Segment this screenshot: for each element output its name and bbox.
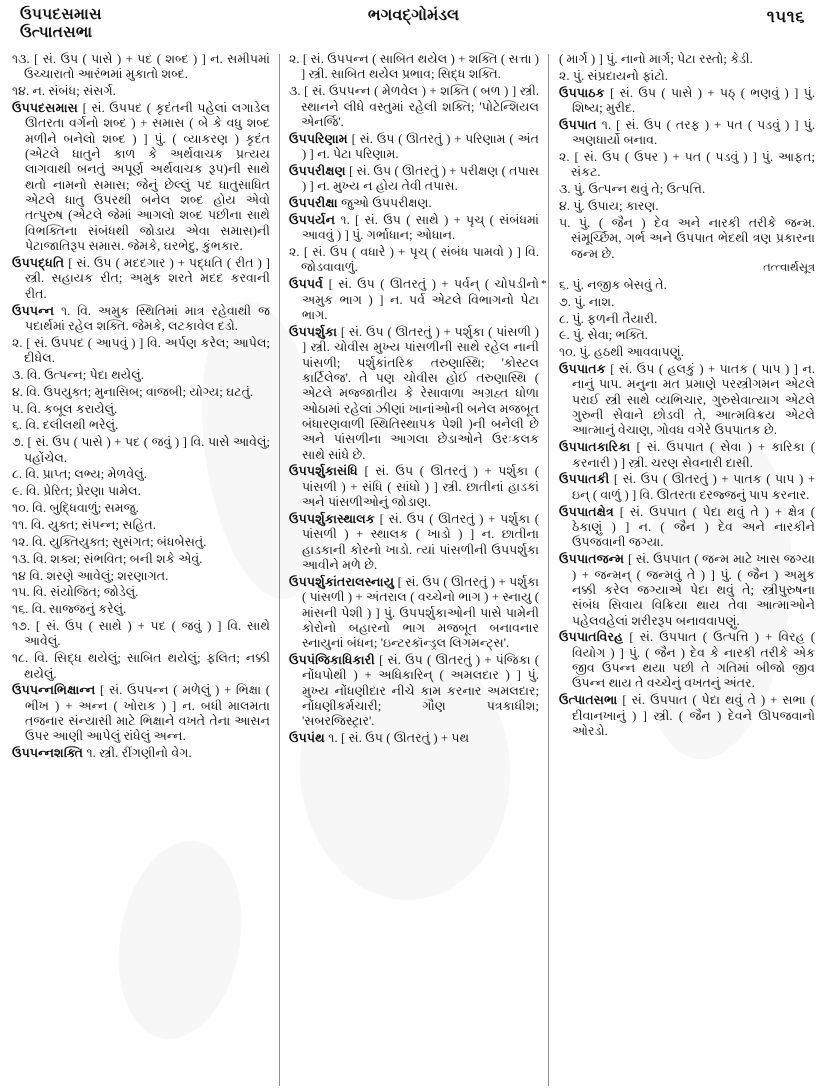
running-head (12, 6, 815, 52)
entry-headword: ઉપપાતકારિકા (559, 440, 631, 455)
entry-headword: ઉપપન્નશક્તિ (12, 746, 84, 761)
sense-text: ૫. પું. ( જૈન ) દેવ અને નારકી તરીકે જન્મ. સંમૂર્ચ્છિમ, ગર્ભ અને ઉપપાત ભેદથી ત્રણ પ્રકારના જન્મ છે. (559, 215, 815, 261)
entry-sense (12, 52, 270, 83)
entry-definition: ૧. વિ. અમુક સ્થિતિમાં માત્ર રહેવાથી જ પદાર્થમાં રહેલ શક્તિ. જેમકે, લટકાવેલ દડો. (25, 303, 270, 333)
entry-sense (559, 199, 815, 214)
dictionary-entry (559, 552, 815, 629)
dictionary-entry (559, 440, 815, 471)
sense-text: ૧૭. [ સં. ઉપ ( સાથે ) + પદ ( જવું ) ] વિ. સાથે આવેલું. (12, 619, 270, 649)
sense-text: ૯. પું. સેવા; ભક્તિ. (559, 328, 648, 343)
entry-headword: ઉપપર્શુકા (288, 324, 338, 339)
entry-definition: [ સં. ઉપપાત ( સેવા ) + કારિકા ( કરનારી ) ] સ્ત્રી. ચરણ સેવનારી દાસી. (572, 440, 815, 470)
entry-sense (12, 467, 270, 482)
dictionary-entry (559, 505, 815, 551)
guide-word-first: ઉપપદસમાસ (20, 6, 102, 23)
entry-definition: [ સં. ઉપ ( ઊતરતું ) + પાતક ( પાપ ) + ઇન્ ( વાળું ) ] વિ. ઊતરતા દરજ્જનું પાપ કરનાર. (572, 472, 815, 502)
dictionary-entry (559, 86, 815, 117)
entry-sense (12, 585, 270, 600)
entry-sense-with-citation (559, 216, 815, 276)
entry-sense (12, 368, 270, 383)
entry-sense (12, 501, 270, 516)
entry-headword: ઉપપાતક (559, 362, 606, 377)
entry-definition: [ સં. ઉપ ( પાસે ) + પઠ્ ( ભણવું ) ] પું. શિષ્ય; મુરીદ. (572, 85, 815, 116)
dictionary-entry (289, 731, 539, 746)
entry-sense (12, 569, 270, 584)
entry-sense (559, 312, 815, 327)
entry-sense (559, 69, 815, 84)
sense-text: ૧૧. વિ. યુક્ત; સંપન્ન; સહિત. (12, 517, 156, 532)
entry-definition: [ સં. ઉપ ( ઊતરતું ) + પર્શુકા ( પાંસળી ) + સંધિ ( સાંધો ) ] સ્ત્રી. છાતીનાં હાડકાં અને પાંસળીઓનું જોડાણ. (301, 464, 539, 510)
entry-headword: ઉપપરીક્ષા (288, 196, 338, 211)
dictionary-entry (289, 325, 539, 463)
entry-definition: [ સં. ઉપ ( ઊતરતું ) + પર્શુકા ( પાંસળી ) + સ્થાલક ( ખાડો ) ] ન. છાતીના હાડકાની કોરનો ખાડો. ત્યાં પાંસળીની ઉપપર્શુકા આવીને મળે છે. (301, 511, 539, 572)
entry-sense (559, 52, 815, 67)
sense-text: ૨. [ સં. ઉપ ( ઉપર ) + પત ( પડવું ) ] પું. આફત; સંકટ. (559, 150, 815, 180)
column-container (12, 52, 815, 1088)
entry-definition: જુઓ ઉપપરીક્ષણ. (341, 196, 432, 211)
entry-sense (12, 552, 270, 567)
entry-sense (12, 651, 270, 682)
sense-text: ૧૦. પું. હઠથી આવવાપણું. (559, 345, 684, 360)
source-citation: તત્ત્વાર્થસૂત્ર (763, 261, 815, 274)
column-3 (548, 52, 815, 1088)
entry-definition: [ સં. ઉપપાત ( ઉત્પત્તિ ) + વિરહ ( વિયોગ ) ] પું. ( જૈન ) દેવ કે નારકી તરીકે એક જીવ ઉપન્ન થયા પછી તે ગતિમાં બીજો જીવ ઉપન્ન થાય તે વચ્ચેનું વખતનું અંતર. (572, 630, 815, 691)
entry-definition: [ સં. ઉપ ( ઊતરતું ) + પરીક્ષણ ( તપાસ ) ] ન. મુખ્ય ન હોય તેવી તપાસ. (301, 163, 539, 194)
sense-text: ૧૨. વિ. યુક્તિયુક્ત; સુસંગત; બંધબેસતું. (12, 534, 207, 549)
sense-text: ૧૪. ન. સંબંધ; સંસર્ગ. (12, 84, 116, 99)
sense-text: ૧૮. વિ. સિદ્ધ થયેલું; સાબિત થયેલું; ફલિત; નક્કી થયેલું. (12, 651, 270, 681)
entry-sense (289, 84, 539, 130)
dictionary-entry (289, 196, 539, 211)
sense-text: ૧૩. વિ. શક્ય; સંભવિત; બની શકે એવું. (12, 551, 203, 566)
entry-sense (12, 518, 270, 533)
dictionary-entry (12, 304, 270, 335)
entry-headword: ઉપપર્શુકાંતરાલસ્નાયુ (288, 574, 395, 589)
entry-headword: ઉપપાતકી (559, 472, 610, 487)
sense-text: ૪. વિ. ઉપયુક્ત; મુનાસિબ; વાજબી; યોગ્ય; ઘટતું. (12, 384, 254, 399)
entry-definition: [ સં. ઉપ ( ઊતરતું ) + પંજિકા ( નોંધપોથી ) + અધિકારિન્ ( અમલદાર ) ] પું. મુખ્ય નોંધણીદાર નીચે કામ કરનાર અમલદાર; નોંધણીકર્મચારી; ગૌણ પત્રકાધીશ; 'સબરજિસ્ટ્રાર'. (301, 653, 539, 729)
entry-sense (12, 418, 270, 433)
book-title: ભગવદ્ગોમંડલ (367, 7, 460, 24)
dictionary-entry (559, 693, 815, 739)
entry-definition: ૧. સ્ત્રી. રીંગણીનો વેગ. (86, 746, 192, 761)
entry-headword: ઉપપાતવિરહ (559, 630, 624, 645)
entry-sense (12, 535, 270, 550)
sense-text: ૧૦. વિ. બુદ્ધિવાળું; સમજુ. (12, 501, 139, 516)
entry-headword: ઉપપરિણામ (288, 131, 348, 146)
dictionary-entry (559, 362, 815, 439)
entry-headword: ઉપપંથ (288, 731, 325, 746)
entry-headword: ઉપપર્વ (288, 277, 324, 292)
sense-text: ૩. પું. ઉત્પન્ન થવું તે; ઉત્પત્તિ. (559, 182, 706, 197)
sense-text: ૩. [ સં. ઉપપન્ન ( મેળવેલ ) + શક્તિ ( બળ ) ] સ્ત્રી. સ્થાનને લીધે વસ્તુમાં રહેલી શક્તિ; 'પોટેન્શિયલ એનર્જિ'. (288, 84, 539, 129)
entry-headword: ઉપપંજિકાધિકારી (288, 653, 375, 668)
entry-definition: [ સં. ઉપ ( હલકું ) + પાતક ( પાપ ) ] ન. નાનું પાપ. મનુના મત પ્રમાણે પરસ્ત્રીગમન એટલે પરાઈ સ્ત્રી સાથે વ્યભિચાર, ગુરુસેવાત્યાગ એટલે ગુરુની સેવાને છોડવી તે, આત્મવિક્રય એટલે આત્માનું વેચાણ, ગોવધ વગેરે ઉપપાતક છે. (572, 362, 815, 438)
page-number: ૧૫૧૬ (766, 7, 805, 26)
entry-definition: ૧. [ સં. ઉપ ( ઊતરતું ) + પથ (328, 731, 470, 746)
dictionary-entry (289, 575, 539, 652)
sense-text: ૫. વિ. કબૂલ કરાયેલું. (12, 401, 118, 416)
dictionary-entry (559, 118, 815, 149)
entry-headword: ઉપપાત (559, 117, 597, 132)
dictionary-entry (559, 472, 815, 503)
entry-definition: [ સં. ઉપ ( મદદગાર ) + પદ્ધતિ ( રીત ) ] સ્ત્રી. સહાયક રીત; અમુક શરતે મદદ કરવાની રીત. (25, 255, 270, 301)
entry-definition: [ સં. ઉપ ( ઊતરતું ) + પર્શુકા ( પાંસળી ) + અંતરાલ ( વચ્ચેનો ભાગ ) + સ્નાયુ ( માંસની પેશી ) ] પું. ઉપપર્શુકાઓની પાસે પામેની કોરોનો બહારનો ભાગ મજબૂત બનાવનાર સ્નાયુનાં બંધન; 'ઇન્ટરકૉન્ડ્રલ લિગમન્ટ્સ'. (301, 574, 539, 651)
sense-text: ૬. પું. નજીક બેસવું તે. (559, 277, 667, 292)
dictionary-entry (12, 683, 270, 744)
guide-word-last: ઉત્પાતસભા (20, 24, 93, 41)
dictionary-entry (289, 512, 539, 573)
dictionary-entry (289, 213, 539, 244)
entry-headword: ઉપપાઠક (559, 85, 605, 100)
sense-text: ૭. પું. નાશ. (559, 294, 615, 309)
entry-headword: ઉપપર્શુકાસ્થાલક (288, 511, 375, 526)
entry-sense (12, 435, 270, 466)
entry-sense (12, 385, 270, 400)
entry-definition: ૧. [ સં. ઉપ ( તરફ ) + પત ( પડવું ) ] પું. અણધાર્યો બનાવ. (572, 117, 815, 148)
entry-definition: [ સં. ઉપપાત ( પેદા થવું તે ) + સભા ( દીવાનખાનું ) ] સ્ત્રી. ( જૈન ) દેવને ઊપજવાનો ઓરડો. (572, 693, 815, 738)
column-2 (279, 52, 548, 1088)
entry-headword: ઉપપન્ન (12, 303, 55, 318)
entry-headword: ઉપપર્શુકાસંધિ (288, 464, 358, 479)
sense-text: ૨. પું. સંપ્રદાયનો ફાંટો. (559, 68, 668, 83)
sense-text: ૧૩. [ સં. ઉપ ( પાસે ) + પદ ( શબ્દ ) ] ન. સમીપમાં ઉચ્ચારાતો આરંભમાં મુકાતો શબ્દ. (12, 52, 270, 82)
sense-text: ૯. વિ. પ્રેરિત; પ્રેરણા પામેલ. (12, 484, 141, 499)
entry-definition: [ સં. ઉપપાત ( જન્મ માટે ખાસ જગ્યા ) + જન્મન્ ( જન્મવું તે ) ] પું. ( જૈન ) અમુક નક્કી કરેલ જગ્યાએ પેદા થવું તે; સ્ત્રીપુરુષના સંબંધ સિવાય વિક્રિયા થાય તેવા આત્માઓને પહેલવહેલાં શરીરરૂપ બનાવવાપણું. (572, 552, 815, 628)
entry-definition: [ સં. ઉપ ( ઊતરતું ) + પર્વન્ ( ચોપડીનો અમુક ભાગ ) ] ન. પર્વ એટલે વિભાગનો પેટા ભાગ. (301, 277, 539, 322)
dictionary-entry (289, 164, 539, 195)
entry-sense (12, 336, 270, 367)
sense-text: ૪. પું. ઉપાય; કારણ. (559, 199, 659, 214)
entry-sense (12, 84, 270, 99)
entry-definition: [ સં. ઉપ ( ઊતરતું ) + પર્શુકા ( પાંસળી ) ] સ્ત્રી. ચોવીસ મુખ્ય પાંસળીની સાથે રહેલ નાની પાંસળી; પર્શુકાંતરિક તરુણાસ્થિ; 'કોસ્ટલ કાર્ટિલેજ'. તે પણ ચોવીસ હોઈ તરુણાસ્થિ ( એટલે મજ્જાતીય કે રેસાવાળા અગ્રહ્ત ધોળા ઓઠામાં રહેલાં ઝીણાં ખાનાંઓની બનેલ મજબૂત બંધારણવાળી સ્થિતિસ્થાપક પેશી )ની બનેલી છે અને પાંસળીના આગલા છેડાઓને ઉરઃકલક સાથે સાંધે છે. (301, 324, 539, 462)
sense-text: ૧૬. વિ. સાજ્જનું કરેલું. (12, 602, 127, 617)
sense-text: ૧૪ વિ. શરણે આવેલું; શરણાગત. (12, 568, 169, 583)
dictionary-entry (289, 464, 539, 510)
entry-sense (559, 345, 815, 360)
dictionary-entry (12, 101, 270, 254)
entry-definition: [ સં. ઉપપન્ન ( મળેલું ) + ભિક્ષા ( ભીખ ) + અન્ન ( ખોરાક ) ] ન. બધી માલમતા તજનાર સંન્યાસી માટે ભિક્ષાને વખતે તેના આસન ઉપર આણી આપેલું રાંધેલું અન્ન. (25, 683, 270, 744)
sense-text: ૨. [ સં. ઉપ ( વધારે ) + પૃચ્ ( સંબંધ પામવો ) ] વિ. જોડવાવાળું. (288, 245, 539, 275)
sense-text: ૮. વિ. પ્રાપ્ત; લભ્ય; મેળવેલું. (12, 467, 147, 482)
entry-headword: ઉપપદ્ધતિ (12, 255, 65, 270)
entry-sense (559, 295, 815, 310)
sense-text: ૬. વિ. દલીલથી ભરેલું. (12, 418, 119, 433)
entry-definition: ૧. [ સં. ઉપ ( સાથે ) + પૃચ્ ( સંબંધમાં આવવું ) ] પું. ગર્ભાધાન; ઓધાન. (301, 212, 539, 243)
sense-text: ૧૫. વિ. સંયોજિત; જોડેલું. (12, 585, 139, 600)
dictionary-entry (12, 256, 270, 302)
entry-sense (12, 602, 270, 617)
dictionary-entry (289, 277, 539, 323)
dictionary-entry (289, 653, 539, 730)
entry-sense (12, 484, 270, 499)
entry-headword: ઉપપાતજન્મ (559, 552, 625, 567)
entry-sense (289, 245, 539, 276)
column-1 (12, 52, 279, 1088)
sense-text: ૨. [ સં. ઉપપન્ન ( સાબિત થયેલ ) + શક્તિ ( સત્તા ) ] સ્ત્રી. સાબિત થયેલ પ્રભાવ; સિદ્ધ શક્તિ. (288, 52, 539, 82)
entry-sense (559, 328, 815, 343)
sense-text: ( માર્ગ ) ] પું. નાનો માર્ગ; પેટા રસ્તો; કેડી. (559, 52, 753, 66)
entry-headword: ઉપપદસમાસ (12, 101, 78, 116)
sense-text: ૩. વિ. ઉત્પન્ન; પેદા થયેલું. (12, 367, 144, 382)
entry-sense (12, 402, 270, 417)
entry-sense (559, 182, 815, 197)
entry-headword: ઉત્પાતસભા (559, 693, 618, 708)
entry-headword: ઉપપરીક્ષણ (288, 163, 346, 178)
entry-definition: [ સં. ઉપપાત ( પેદા થવું તે ) + ક્ષેત્ર ( ઠેકાણું ) ] ન. ( જૈન ) દેવ અને નારકીને ઉપજવાની જગ્યા. (572, 504, 815, 550)
dictionary-entry (289, 132, 539, 163)
entry-definition: [ સં. ઉપ ( ઊતરતું ) + પરિણામ ( અંત ) ] ન. પેટા પરિણામ. (301, 131, 539, 162)
sense-text: ૮. પું. ફળની તૈયારી. (559, 311, 658, 326)
sense-text: ૨. [ સં. ઉપપદ ( આપવું ) ] વિ. અર્પણ કરેલ; આપેલ; દીધેલ. (12, 335, 270, 366)
sense-text: ૭. [ સં. ઉપ ( પાસે ) + પદ ( જવું ) ] વિ. પાસે આવેલું; પહોંચેલ. (12, 435, 270, 465)
entry-definition: [ સં. ઉપપદ ( કૃદંતની પહેલાં લગાડેલ ઊતરતા વર્ગનો શબ્દ ) + સમાસ ( બે કે વધુ શબ્દ મળીને બનેલો શબ્દ ) ] પું. ( વ્યાકરણ ) કૃદંત (એટલે ધાતુને કાળ કે અર્થવાચક પ્રત્યય લાગવાથી બનતું અપૂર્ણ અર્થવાચક રૂપ)ની સાથે થતો નામનો સમાસ; જેનું છેલ્લું પદ ધાતુસાધિત એટલે ધાતુ ઉપરથી બનેલ શબ્દ હોય એવો તત્પુરુષ (એટલે જેમાં આગલો શબ્દ પછીના સાથે વિભક્તિના સંબંધથી જોડાય એવા સમાસ)ની પેટાજાતિરૂપ સમાસ. જેમકે, ઘરભેદુ, કુંભકાર. (25, 101, 270, 254)
entry-headword: ઉપપાતક્ષેત્ર (559, 504, 614, 519)
entry-sense (559, 150, 815, 181)
dictionary-entry (12, 746, 270, 761)
dictionary-entry (559, 630, 815, 691)
entry-sense (12, 619, 270, 650)
entry-headword: ઉપપન્નભિક્ષાન્ન (12, 683, 96, 698)
entry-headword: ઉપપર્યન (288, 212, 336, 227)
entry-sense (559, 278, 815, 293)
entry-sense (289, 52, 539, 83)
